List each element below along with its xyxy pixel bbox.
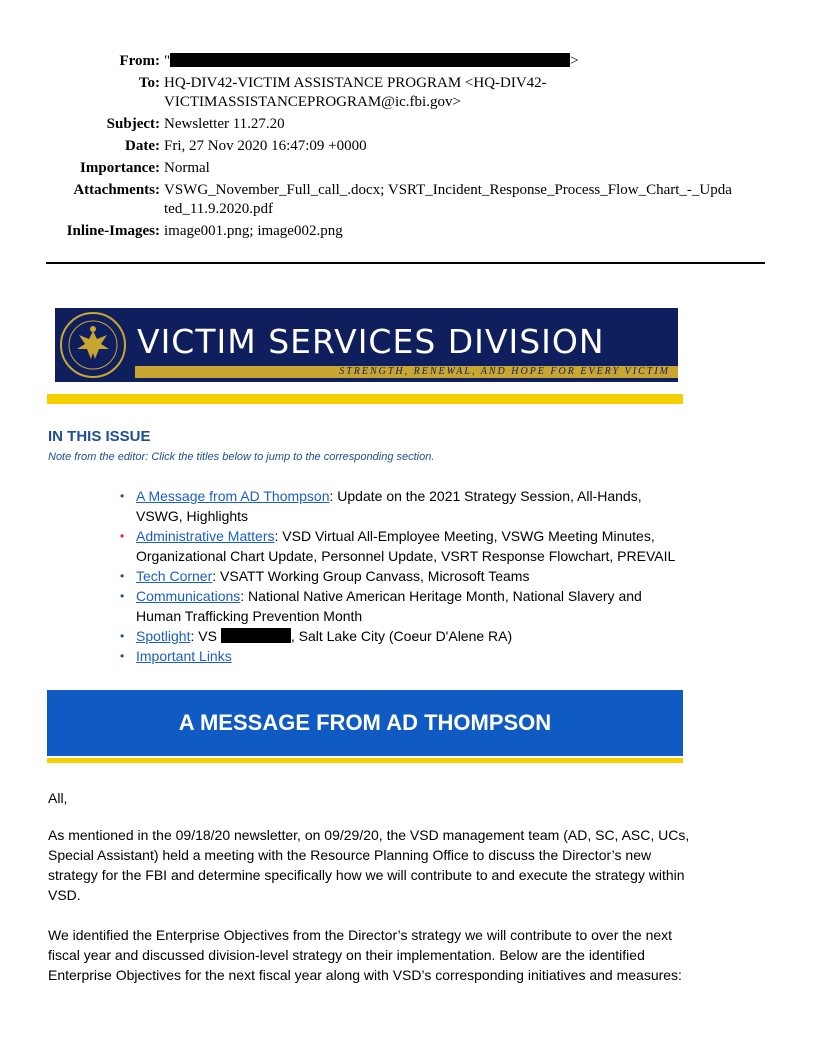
toc-item: • Communications: National Native American Heritage Month, National Slavery and Human Trafficking Prevention Month (120, 588, 642, 624)
vsd-seal-icon (57, 311, 129, 379)
paragraph: We identified the Enterprise Objectives from the Director’s strategy we will contribute to over the next fiscal year and discussed division-level strategy on their implementation. Below are the identified Enterprise Objectives for the next fiscal year along with VSD’s corresponding initiatives and measures: (48, 927, 682, 983)
importance-label: Importance: (80, 160, 160, 176)
bullet-icon: • (120, 489, 125, 503)
toc-item: • Administrative Matters: VSD Virtual All-Employee Meeting, VSWG Meeting Minutes, Organizational Chart Update, Personnel Update, VSRT Response Flowchart, PREVAIL (120, 528, 676, 564)
section-underline (47, 758, 683, 763)
bullet-icon: • (120, 649, 125, 663)
bullet-icon: • (120, 529, 125, 543)
from-value: " > (164, 53, 579, 69)
paragraph: As mentioned in the 09/18/20 newsletter, on 09/29/20, the VSD management team (AD, SC, ASC, UCs, Special Assistant) held a meeting with the Resource Planning Office to discuss the Director’s new strategy for the FBI and determine specifically how we will contribute to and execute the strategy within VSD. (48, 827, 690, 903)
toc-item: • A Message from AD Thompson: Update on the 2021 Strategy Session, All-Hands, VSWG, Highlights (120, 488, 642, 524)
to-value: HQ-DIV42-VICTIM ASSISTANCE PROGRAM <HQ-DIV42-VICTIMASSISTANCEPROGRAM@ic.fbi.gov> (164, 75, 547, 110)
to-row (0, 74, 816, 112)
toc-link-spotlight[interactable]: Spotlight (136, 628, 191, 644)
attachments-value: VSWG_November_Full_call_.docx; VSRT_Incident_Response_Process_Flow_Chart_-_Updated_11.9.2020.pdf (164, 182, 732, 217)
to-label: To: (138, 75, 160, 91)
date-row (0, 137, 816, 156)
banner-tagline: STRENGTH, RENEWAL, AND HOPE FOR EVERY VICTIM (339, 366, 670, 377)
toc-link-admin[interactable]: Administrative Matters (136, 528, 275, 544)
bullet-icon: • (120, 589, 125, 603)
section-header (47, 690, 683, 756)
header-divider (46, 262, 765, 264)
toc-link-message[interactable]: A Message from AD Thompson (136, 488, 330, 504)
inline-images-row (0, 222, 816, 241)
banner-yellow-bar (47, 394, 683, 404)
from-label: From: (119, 53, 160, 69)
editor-note: Note from the editor: Click the titles below to jump to the corresponding section. (48, 451, 435, 463)
from-row (0, 52, 816, 71)
email-header (0, 52, 816, 244)
subject-label: Subject: (106, 116, 160, 132)
attachments-row (0, 181, 816, 219)
issue-toc (120, 486, 690, 666)
subject-row (0, 115, 816, 134)
in-this-issue-heading: IN THIS ISSUE (48, 428, 151, 445)
subject-value: Newsletter 11.27.20 (164, 116, 285, 132)
attachments-label: Attachments: (73, 182, 160, 198)
bullet-icon: • (120, 629, 125, 643)
importance-row (0, 159, 816, 178)
redaction-bar (170, 53, 570, 67)
toc-item: • Tech Corner: VSATT Working Group Canvass, Microsoft Teams (120, 568, 530, 584)
toc-item (120, 646, 690, 666)
date-label: Date: (125, 138, 160, 154)
inline-images-label: Inline-Images: (66, 223, 160, 239)
greeting: All, (48, 790, 68, 806)
toc-link-tech[interactable]: Tech Corner (136, 568, 213, 584)
inline-images-value: image001.png; image002.png (164, 223, 343, 239)
redaction-bar (221, 628, 291, 643)
date-value: Fri, 27 Nov 2020 16:47:09 +0000 (164, 138, 367, 154)
toc-link-communications[interactable]: Communications (136, 588, 241, 604)
bullet-icon: • (120, 569, 125, 583)
importance-value: Normal (164, 160, 210, 176)
toc-link-important-links[interactable]: Important Links (136, 648, 232, 664)
banner-title: VICTIM SERVICES DIVISION (137, 322, 605, 361)
section-title: A MESSAGE FROM AD THOMPSON (178, 710, 552, 735)
toc-item: • Spotlight: VS , Salt Lake City (Coeur D'Alene RA) (120, 628, 513, 644)
vsd-banner (55, 308, 678, 382)
